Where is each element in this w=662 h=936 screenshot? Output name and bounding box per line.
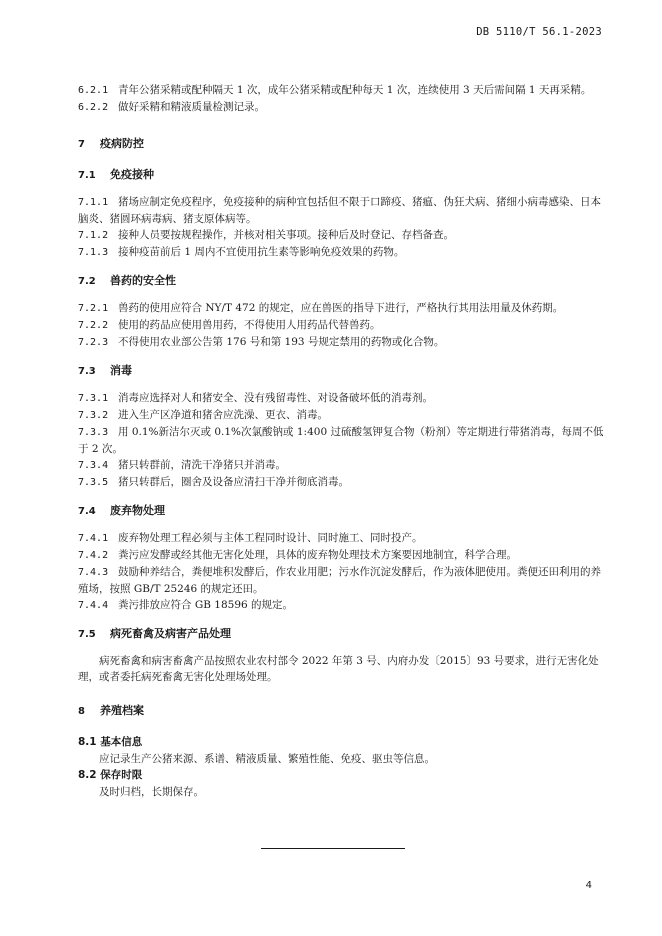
clause-number: 7.3.1: [78, 393, 109, 404]
heading-8-1: [78, 734, 606, 751]
heading-number: 7.3: [78, 366, 96, 377]
clause-number: 7.3.3: [78, 427, 109, 438]
heading-8: [78, 703, 606, 720]
clause-text: 接种人员要按规程操作，并核对相关事项。接种后及时登记、存档备查。: [118, 229, 454, 241]
page-body: [78, 82, 606, 800]
heading-7-4: [78, 503, 606, 520]
clause-number: 7.1.3: [78, 247, 109, 258]
clause-text: 用 0.1%新洁尔灭或 0.1%次氯酸钠或 1:400 过硫酸氢钾复合物（粉剂）等定期进行带猪消毒，每周不低于 2 次。: [78, 426, 604, 455]
clause-7-3-5: [78, 474, 606, 491]
clause-6-2-1: [78, 82, 606, 99]
clause-number: 7.4.1: [78, 533, 109, 544]
heading-number: 8: [78, 706, 85, 717]
clause-text: 粪污排放应符合 GB 18596 的规定。: [118, 599, 294, 611]
clause-text: 鼓励种养结合，粪便堆积发酵后，作农业用肥；污水作沉淀发酵后，作为液体肥使用。粪便还田利用的养殖场，按照 GB/T 25246 的规定还田。: [78, 566, 601, 595]
heading-title: 养殖档案: [100, 704, 144, 717]
clause-number: 7.4.4: [78, 600, 109, 611]
heading-number: 7: [78, 139, 85, 150]
heading-number: 8.1: [78, 736, 97, 748]
clause-7-3-2: [78, 407, 606, 424]
heading-title: 消毒: [110, 364, 132, 377]
clause-7-3-3: [78, 424, 606, 457]
clause-number: 6.2.1: [78, 85, 109, 96]
heading-number: 7.1: [78, 170, 96, 181]
heading-title: 疫病防控: [100, 137, 144, 150]
clause-text: 猪只转群后，圈舍及设备应清扫干净并彻底消毒。: [118, 476, 349, 488]
clause-number: 7.3.2: [78, 410, 109, 421]
clause-text: 使用的药品应使用兽用药，不得使用人用药品代替兽药。: [118, 319, 381, 331]
heading-title: 基本信息: [100, 736, 143, 748]
clause-number: 7.3.5: [78, 477, 109, 488]
paragraph-8-1: 应记录生产公猪来源、系谱、精液质量、繁殖性能、免疫、驱虫等信息。: [99, 753, 435, 765]
heading-title: 保存时限: [100, 769, 143, 781]
heading-number: 7.2: [78, 276, 96, 287]
clause-7-2-1: [78, 300, 606, 317]
heading-number: 8.2: [78, 769, 97, 781]
heading-7-1: [78, 167, 606, 184]
clause-7-4-1: [78, 530, 606, 547]
clause-text: 兽药的使用应符合 NY/T 472 的规定，应在兽医的指导下进行，严格执行其用法用量及休药期。: [118, 302, 564, 314]
clause-text: 接种疫苗前后 1 周内不宜使用抗生素等影响免疫效果的药物。: [118, 246, 405, 258]
clause-number: 7.2.3: [78, 337, 109, 348]
clause-7-2-3: [78, 334, 606, 351]
clause-number: 7.1.1: [78, 197, 109, 208]
clause-text: 青年公猪采精或配种隔天 1 次，成年公猪采精或配种每天 1 次，连续使用 3 天后需间隔 1 天再采精。: [118, 84, 592, 96]
document-id-header: DB 5110/T 56.1-2023: [476, 26, 602, 38]
clause-number: 7.4.3: [78, 567, 109, 578]
clause-text: 废弃物处理工程必须与主体工程同时设计、同时施工、同时投产。: [118, 532, 423, 544]
heading-7-5: [78, 626, 606, 643]
clause-text: 粪污应发酵或经其他无害化处理，具体的废弃物处理技术方案要因地制宜，科学合理。: [118, 549, 517, 561]
clause-7-3-4: [78, 457, 606, 474]
heading-7-3: [78, 363, 606, 380]
heading-number: 7.4: [78, 506, 96, 517]
clause-number: 7.4.2: [78, 550, 109, 561]
clause-text: 进入生产区净道和猪舍应洗澡、更衣、消毒。: [118, 409, 328, 421]
clause-7-4-3: [78, 564, 606, 597]
clause-text: 猪只转群前，清洗干净猪只并消毒。: [118, 459, 286, 471]
clause-6-2-2: [78, 99, 606, 116]
clause-7-4-4: [78, 597, 606, 614]
clause-number: 7.2.2: [78, 320, 109, 331]
heading-7-2: [78, 273, 606, 290]
clause-text: 消毒应选择对人和猪安全、没有残留毒性、对设备破坏低的消毒剂。: [118, 392, 433, 404]
clause-number: 7.3.4: [78, 460, 109, 471]
clause-7-4-2: [78, 547, 606, 564]
heading-title: 废弃物处理: [110, 504, 165, 517]
heading-7: [78, 136, 606, 153]
clause-7-2-2: [78, 317, 606, 334]
clause-number: 7.2.1: [78, 303, 109, 314]
paragraph-7-5: 病死畜禽和病害畜禽产品按照农业农村部令 2022 年第 3 号、内府办发〔2015〕93 号要求，进行无害化处理，或者委托病死畜禽无害化处理场处理。: [78, 655, 599, 683]
clause-text: 不得使用农业部公告第 176 号和第 193 号规定禁用的药物或化合物。: [118, 336, 445, 348]
heading-number: 7.5: [78, 629, 96, 640]
heading-title: 兽药的安全性: [110, 274, 176, 287]
heading-title: 病死畜禽及病害产品处理: [110, 627, 231, 640]
heading-title: 免疫接种: [110, 168, 154, 181]
paragraph-8-2: 及时归档，长期保存。: [99, 786, 204, 798]
page-number: 4: [585, 880, 592, 891]
clause-text: 做好采精和精液质量检测记录。: [118, 101, 265, 113]
clause-number: 6.2.2: [78, 102, 109, 113]
clause-number: 7.1.2: [78, 230, 109, 241]
clause-text: 猪场应制定免疫程序，免疫接种的病种宜包括但不限于口蹄疫、猪瘟、伪狂犬病、猪细小病毒感染、日本脑炎、猪圆环病毒病、猪支原体病等。: [78, 196, 601, 225]
clause-7-1-3: [78, 244, 606, 261]
clause-7-1-2: [78, 227, 606, 244]
end-rule: [261, 848, 405, 849]
heading-8-2: [78, 767, 606, 784]
clause-7-1-1: [78, 194, 606, 227]
clause-7-3-1: [78, 390, 606, 407]
